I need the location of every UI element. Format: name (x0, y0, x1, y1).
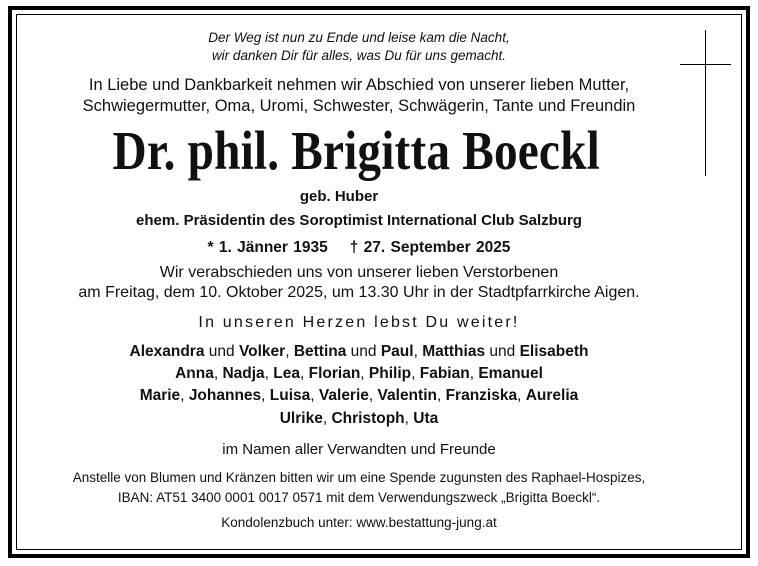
poem-line-1: Der Weg ist nun zu Ende und leise kam die Nacht, (208, 30, 510, 45)
family-member-name: Anna (175, 365, 214, 382)
family-member-name: Valentin (377, 387, 437, 404)
death-date: † 27. September 2025 (349, 239, 511, 256)
intro-line-1: In Liebe und Dankbarkeit nehmen wir Abschied von unserer lieben Mutter, (88, 76, 630, 94)
family-member-name: Paul (380, 343, 414, 360)
poem (0, 29, 738, 65)
service-line-1: Wir verabschieden uns von unserer lieben Verstorbenen (159, 264, 559, 281)
donation-line-1: Anstelle von Blumen und Kränzen bitten wir um eine Spende zugunsten des Raphael-Hospizes, (72, 470, 646, 485)
family-member-name: Uta (413, 410, 439, 427)
donation-note (0, 468, 738, 508)
deceased-role: ehem. Präsidentin des Soroptimist International Club Salzburg (136, 212, 582, 229)
donation-line-2: IBAN: AT51 3400 0001 0017 0571 mit dem Verwendungszweck „Brigitta Boeckl“. (117, 490, 601, 505)
condolence-book: Kondolenzbuch unter: www.bestattung-jung.at (221, 515, 497, 530)
service-info (0, 263, 738, 303)
family-member-name: Elisabeth (519, 343, 589, 360)
service-line-2: am Freitag, dem 10. Oktober 2025, um 13.30 Uhr in der Stadtpfarrkirche Aigen. (78, 284, 640, 301)
family-member-name: Aurelia (525, 387, 579, 404)
family-member-name: Alexandra (129, 343, 205, 360)
family-member-name: Nadja (222, 365, 265, 382)
birth-name (0, 187, 718, 207)
family-member-name: Philip (368, 365, 412, 382)
family-member-name: Ulrike (279, 410, 323, 427)
family-member-name: Matthias (422, 343, 486, 360)
birth-name-value: Huber (334, 188, 379, 205)
motto: In unseren Herzen lebst Du weiter! (198, 314, 520, 331)
family-member-name: Fabian (419, 365, 470, 382)
family-member-name: Emanuel (478, 365, 543, 382)
intro-text (0, 75, 738, 117)
birth-date: * 1. Jänner 1935 (207, 239, 328, 256)
family-member-name: Florian (308, 365, 361, 382)
family-member-name: Franziska (445, 387, 518, 404)
intro-line-2: Schwiegermutter, Oma, Uromi, Schwester, Schwägerin, Tante und Freundin (82, 97, 636, 115)
family-row-2: Anna, Nadja, Lea, Florian, Philip, Fabian, Emanuel (175, 365, 543, 382)
family-member-name: Valerie (318, 387, 369, 404)
family-member-name: Volker (238, 343, 286, 360)
family-member-name: Luisa (269, 387, 311, 404)
poem-line-2: wir danken Dir für alles, was Du für uns gemacht. (211, 48, 507, 63)
deceased-name: Dr. phil. Brigitta Boeckl (112, 120, 600, 181)
family-member-name: Lea (273, 365, 300, 382)
family-row-3: Marie, Johannes, Luisa, Valerie, Valentin, Franziska, Aurelia (139, 387, 579, 404)
family-member-name: Christoph (331, 410, 405, 427)
life-dates (0, 238, 738, 258)
birth-name-prefix: geb. (299, 188, 331, 205)
family-row-4: Ulrike, Christoph, Uta (279, 410, 439, 427)
family-member-name: Marie (139, 387, 181, 404)
relatives-note: im Namen aller Verwandten und Freunde (222, 441, 496, 458)
family-member-name: Bettina (293, 343, 347, 360)
family-member-name: Johannes (188, 387, 262, 404)
family-row-1: Alexandra und Volker, Bettina und Paul, Matthias und Elisabeth (129, 343, 589, 360)
